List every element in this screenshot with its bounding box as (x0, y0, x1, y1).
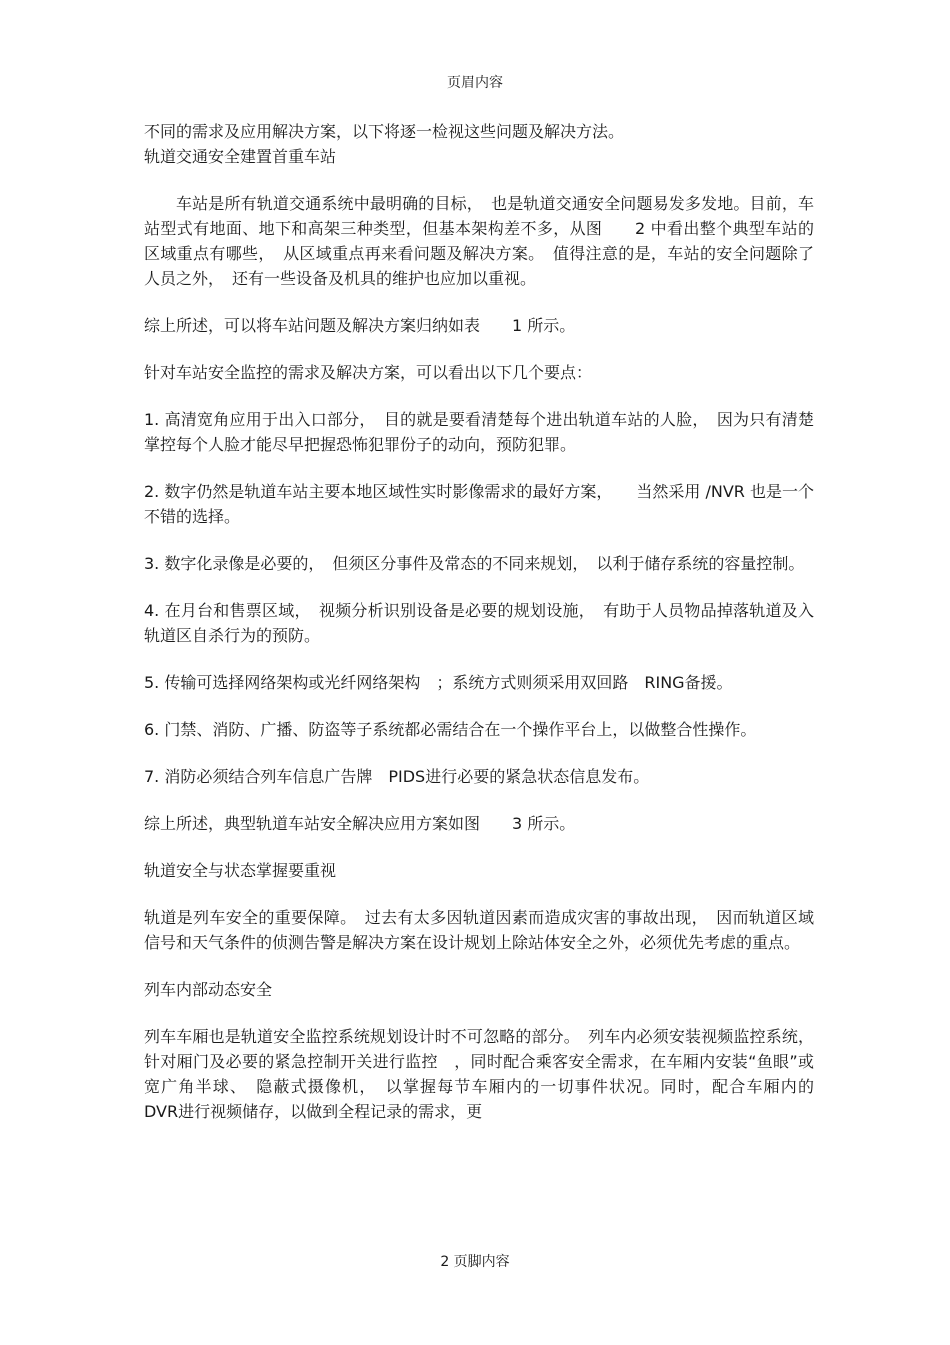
paragraph-track-safety: 轨道是列车安全的重要保障。 过去有太多因轨道因素而造成灾害的事故出现， 因而轨道区域信号和天气条件的侦测告警是解决方案在设计规划上除站体安全之外，必须优先考虑的重点。 (144, 908, 814, 952)
list-item-point-5: 5. 传输可选择网络架构或光纤网络架构 ；系统方式则须采用双回路 RING备援。 (144, 673, 733, 692)
paragraph-intro: 不同的需求及应用解决方案，以下将逐一检视这些问题及解决方法。 (144, 122, 625, 141)
paragraph-figure-summary: 综上所述，典型轨道车站安全解决应用方案如图 3 所示。 (144, 814, 576, 833)
section-heading-track: 轨道安全与状态掌握要重视 (144, 861, 337, 880)
list-item-point-1: 1. 高清宽角应用于出入口部分， 目的就是要看清楚每个进出轨道车站的人脸， 因为只有清楚掌控每个人脸才能尽早把握恐怖犯罪份子的动向，预防犯罪。 (144, 410, 814, 454)
paragraph-key-points-intro: 针对车站安全监控的需求及解决方案，可以看出以下几个要点： (144, 363, 593, 382)
document-body (144, 119, 831, 1124)
list-item-point-6: 6. 门禁、消防、广播、防盗等子系统都必需结合在一个操作平台上，以做整合性操作。 (144, 720, 757, 739)
page-footer: 2 页脚内容 (440, 1254, 510, 1270)
list-item-point-7: 7. 消防必须结合列车信息广告牌 PIDS进行必要的紧急状态信息发布。 (144, 767, 650, 786)
list-item-point-4: 4. 在月台和售票区域， 视频分析识别设备是必要的规划设施， 有助于人员物品掉落轨道及入轨道区自杀行为的预防。 (144, 601, 814, 645)
list-item-point-2: 2. 数字仍然是轨道车站主要本地区域性实时影像需求的最好方案， 当然采用 /NVR 也是一个不错的选择。 (144, 482, 814, 526)
section-heading-station: 轨道交通安全建置首重车站 (144, 147, 337, 166)
list-item-point-3: 3. 数字化录像是必要的， 但须区分事件及常态的不同来规划， 以利于储存系统的容量控制。 (144, 554, 805, 573)
page-header: 页眉内容 (447, 75, 503, 91)
section-heading-train-interior: 列车内部动态安全 (144, 980, 273, 999)
paragraph-station-overview: 车站是所有轨道交通系统中最明确的目标， 也是轨道交通安全问题易发多发地。目前，车站型式有地面、地下和高架三种类型，但基本架构差不多，从图 2 中看出整个典型车站的区域重点有哪些， 从区域重点再来看问题及解决方案。 值得注意的是，车站的安全问题除了人员之外， 还有一些设备及机具的维护也应加以重视。 (144, 194, 814, 288)
paragraph-table-summary: 综上所述，可以将车站问题及解决方案归纳如表 1 所示。 (144, 316, 576, 335)
paragraph-train-interior: 列车车厢也是轨道安全监控系统规划设计时不可忽略的部分。 列车内必须安装视频监控系统，针对厢门及必要的紧急控制开关进行监控 ，同时配合乘客安全需求，在车厢内安装“鱼眼”或宽广角半球、 隐蔽式摄像机， 以掌握每节车厢内的一切事件状况。同时，配合车厢内的 DVR进行视频储存，以做到全程记录的需求，更 (144, 1027, 831, 1121)
